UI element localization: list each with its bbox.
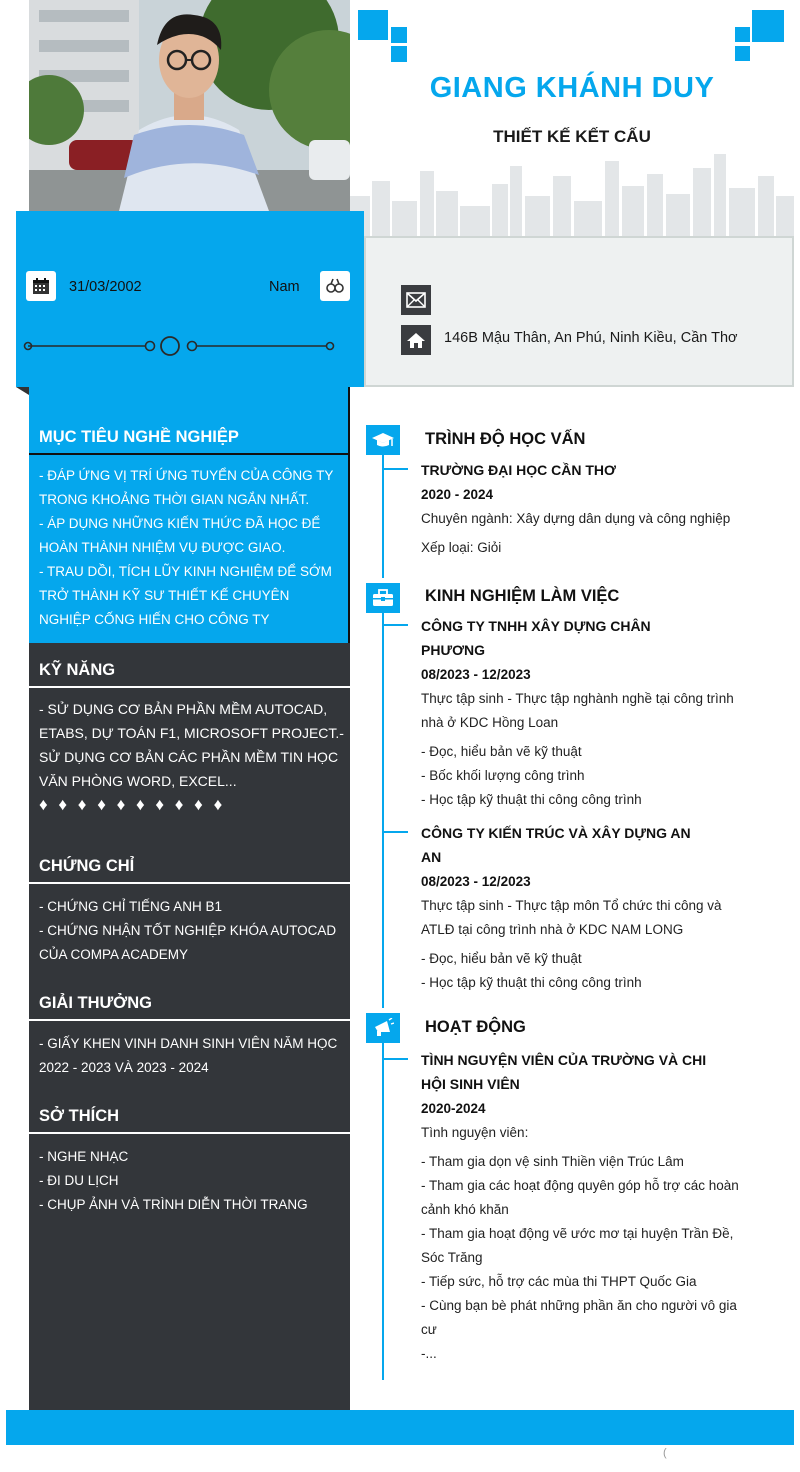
activity-org: TÌNH NGUYỆN VIÊN CỦA TRƯỜNG VÀ CHI HỘI SINH VIÊN — [421, 1052, 707, 1092]
gender-icon — [320, 271, 350, 301]
job-role: Thực tập sinh - Thực tập nghành nghề tại công trình nhà ở KDC Hồng Loan — [421, 691, 734, 730]
certificates-heading: CHỨNG CHỈ — [39, 857, 135, 875]
objective-text — [39, 464, 344, 632]
hobby-item: - CHỤP ẢNH VÀ TRÌNH DIỄN THỜI TRANG — [39, 1197, 308, 1212]
experience-heading: KINH NGHIỆM LÀM VIỆC — [425, 587, 620, 605]
company-name: CÔNG TY TNHH XÂY DỰNG CHÂN PHƯƠNG — [421, 618, 651, 658]
objective-line: - TRAU DỒI, TÍCH LŨY KINH NGHIỆM ĐỂ SỚM TRỞ THÀNH KỸ SƯ THIẾT KẾ CHUYÊN NGHIỆP CỐNG HIẾN CHO CÔNG TY — [39, 564, 332, 627]
address: 146B Mậu Thân, An Phú, Ninh Kiều, Cần Thơ — [444, 330, 738, 346]
divider — [29, 882, 350, 884]
education-period: 2020 - 2024 — [421, 487, 494, 502]
objective-line: - ĐÁP ỨNG VỊ TRÍ ỨNG TUYỂN CỦA CÔNG TY TRONG KHOẢNG THỜI GIAN NGẮN NHẤT. — [39, 468, 334, 507]
decorative-line — [22, 333, 337, 359]
objective-heading: MỤC TIÊU NGHỀ NGHIỆP — [39, 428, 239, 446]
header — [350, 0, 794, 236]
personal-info-block — [16, 211, 364, 387]
divider — [29, 686, 350, 688]
deco-square — [735, 46, 750, 61]
briefcase-icon — [366, 583, 400, 613]
job-period: 08/2023 - 12/2023 — [421, 874, 531, 889]
hobby-item: - ĐI DU LỊCH — [39, 1173, 119, 1188]
job-tasks — [421, 740, 761, 812]
deco-square — [358, 10, 388, 40]
profile-photo — [29, 0, 350, 211]
job-task: - Học tập kỹ thuật thi công công trình — [421, 975, 642, 990]
job-task: - Đọc, hiểu bản vẽ kỹ thuật — [421, 951, 582, 966]
deco-square — [391, 27, 407, 43]
awards-heading: GIẢI THƯỞNG — [39, 994, 153, 1012]
education-rank: Xếp loại: Giỏi — [421, 540, 502, 555]
timeline-line — [382, 596, 384, 1008]
left-dark-panel — [29, 643, 350, 1410]
skills-text: - SỬ DỤNG CƠ BẢN PHẦN MỀM AUTOCAD, ETABS, DỰ TOÁN F1, MICROSOFT PROJECT.- SỬ DỤNG CƠ BẢN CÁC PHẦN MỀM TIN HỌC VĂN PHÒNG WORD, EXCEL... — [39, 701, 344, 789]
timeline-connector — [384, 468, 408, 470]
activity-item: -... — [421, 1346, 437, 1361]
timeline-line — [382, 1028, 384, 1380]
left-column — [29, 387, 350, 1410]
job-tasks — [421, 947, 761, 995]
timeline-connector — [384, 624, 408, 626]
job-title: THIẾT KẾ KẾT CẤU — [493, 127, 651, 146]
deco-square — [735, 27, 750, 42]
skills-heading: KỸ NĂNG — [39, 661, 116, 679]
contact-block — [364, 236, 794, 387]
certificate-item: - CHỨNG CHỈ TIẾNG ANH B1 — [39, 899, 223, 914]
birthdate: 31/03/2002 — [69, 279, 142, 295]
award-item: - GIẤY KHEN VINH DANH SINH VIÊN NĂM HỌC 2022 - 2023 VÀ 2023 - 2024 — [39, 1036, 338, 1075]
hobbies-list — [39, 1145, 344, 1217]
activity-item: - Tham gia hoạt động vẽ ước mơ tại huyện Trần Đề, Sóc Trăng — [421, 1226, 734, 1265]
divider — [29, 1132, 350, 1134]
certificate-item: - CHỨNG NHẬN TỐT NGHIỆP KHÓA AUTOCAD CỦA COMPA ACADEMY — [39, 923, 337, 962]
education-major: Chuyên ngành: Xây dựng dân dụng và công nghiệp — [421, 511, 731, 526]
company-name: CÔNG TY KIẾN TRÚC VÀ XÂY DỰNG AN AN — [421, 825, 691, 865]
school-name: TRƯỜNG ĐẠI HỌC CẦN THƠ — [421, 462, 616, 478]
divider — [29, 1019, 350, 1021]
activity-item: - Tiếp sức, hỗ trợ các mùa thi THPT Quốc Gia — [421, 1274, 697, 1289]
hobbies-heading: SỞ THÍCH — [39, 1107, 120, 1125]
job-task: - Bốc khối lượng công trình — [421, 768, 585, 783]
footer-mark: ( — [663, 1447, 667, 1459]
certificates-list — [39, 895, 344, 967]
megaphone-icon — [366, 1013, 400, 1043]
education-heading: TRÌNH ĐỘ HỌC VẤN — [425, 430, 586, 448]
footer-bar — [6, 1410, 794, 1445]
job-role: Thực tập sinh - Thực tập môn Tổ chức thi công và ATLĐ tại công trình nhà ở KDC NAM LONG — [421, 898, 722, 937]
timeline-connector — [384, 831, 408, 833]
deco-square — [752, 10, 784, 42]
activity-item: - Tham gia các hoạt động quyên góp hỗ trợ các hoàn cảnh khó khăn — [421, 1178, 739, 1217]
activity-item: - Cùng bạn bè phát những phần ăn cho người vô gia cư — [421, 1298, 737, 1337]
activity-list — [421, 1150, 756, 1366]
fold-corner — [16, 387, 29, 395]
timeline-connector — [384, 1058, 408, 1060]
home-icon — [401, 325, 431, 355]
mail-icon — [401, 285, 431, 315]
career-objective-section — [29, 387, 350, 643]
graduation-cap-icon — [366, 425, 400, 455]
activity-role: Tình nguyện viên: — [421, 1125, 529, 1140]
job-task: - Đọc, hiểu bản vẽ kỹ thuật — [421, 744, 582, 759]
calendar-icon — [26, 271, 56, 301]
gender: Nam — [269, 279, 300, 295]
job-task: - Học tập kỹ thuật thi công công trình — [421, 792, 642, 807]
deco-square — [391, 46, 407, 62]
activities-heading: HOẠT ĐỘNG — [425, 1018, 526, 1036]
skill-rating-diamonds: ♦ ♦ ♦ ♦ ♦ ♦ ♦ ♦ ♦ ♦ — [39, 795, 226, 814]
objective-line: - ÁP DỤNG NHỮNG KIẾN THỨC ĐÃ HỌC ĐỂ HOÀN THÀNH NHIỆM VỤ ĐƯỢC GIAO. — [39, 516, 321, 555]
hobby-item: - NGHE NHẠC — [39, 1149, 129, 1164]
divider — [29, 453, 350, 455]
activity-item: - Tham gia dọn vệ sinh Thiền viện Trúc Lâm — [421, 1154, 684, 1169]
activity-period: 2020-2024 — [421, 1101, 486, 1116]
candidate-name: GIANG KHÁNH DUY — [429, 72, 715, 104]
awards-list — [39, 1032, 344, 1080]
city-skyline — [350, 146, 794, 236]
job-period: 08/2023 - 12/2023 — [421, 667, 531, 682]
timeline-line — [382, 438, 384, 578]
